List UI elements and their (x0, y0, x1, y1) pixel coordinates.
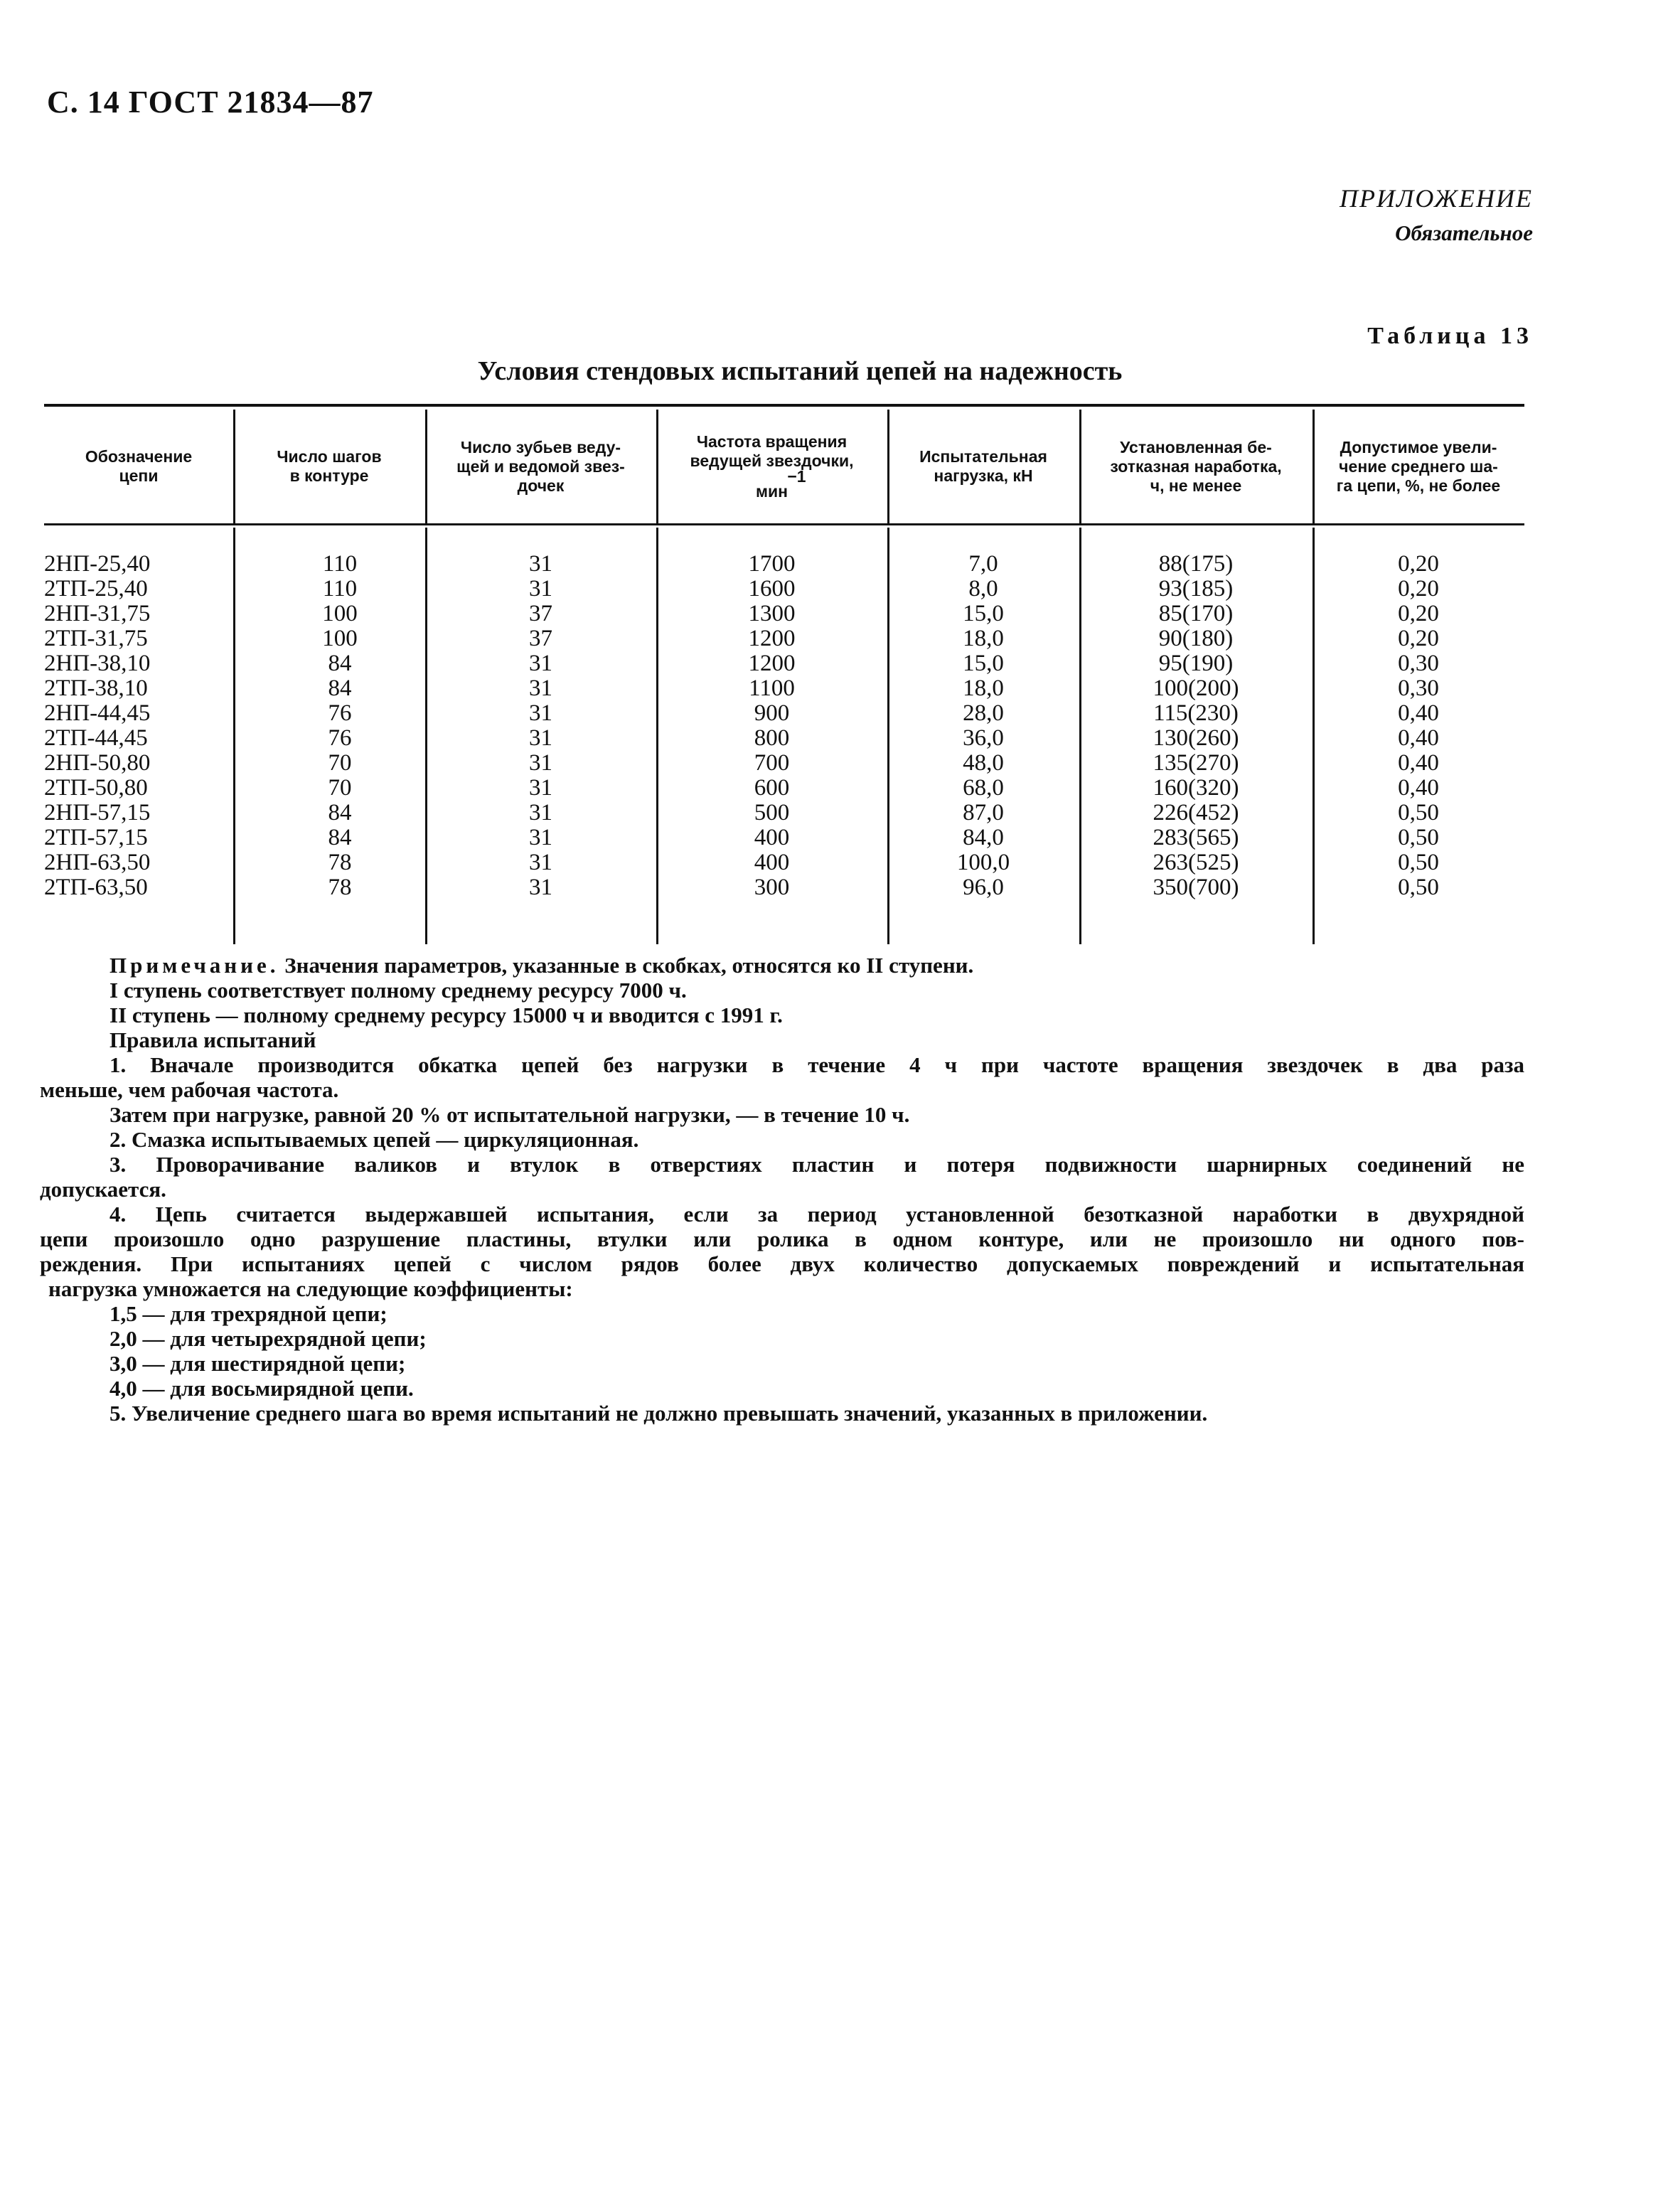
table-cell: 96,0 (963, 875, 1004, 900)
header-failure-free-operation: Установленная бе- зотказная наработка, ч, не менее (1110, 437, 1282, 495)
table-cell: 95(190) (1158, 651, 1234, 676)
table-cell: 87,0 (963, 800, 1004, 826)
coefficient-4: 4,0 — для восьмирядной цепи. (109, 1376, 414, 1401)
header-pitch-increase: Допустимое увели- чение среднего ша- га цепи, %, не более (1336, 437, 1501, 495)
table-cell: 226(452) (1153, 800, 1239, 826)
table-cell: 70 (328, 750, 352, 776)
table-cell: 84 (328, 675, 352, 701)
table-cell: 31 (529, 700, 552, 726)
table-cell: 31 (529, 551, 552, 577)
table-cell: 115(230) (1153, 700, 1239, 726)
column-steps-in-loop (255, 552, 425, 900)
table-cell: 0,40 (1398, 775, 1439, 801)
table-cell: 1200 (748, 626, 796, 651)
rule-1-line-1: 1. Вначале производится обкатка цепей без нагрузки в течение 4 ч при частоте вращения звездочек в два раза (109, 1052, 1524, 1077)
column-failure-free-operation (1079, 552, 1313, 900)
table-cell: 31 (529, 875, 552, 900)
table-cell: 2ТП-57,15 (44, 825, 148, 850)
table-cell: 2ТП-25,40 (44, 576, 148, 602)
table-cell: 400 (754, 825, 790, 850)
rule-4-line-4: нагрузка умножается на следующие коэффициенты: (48, 1276, 573, 1301)
table-cell: 700 (754, 750, 790, 776)
table-cell: 135(270) (1153, 750, 1239, 776)
table-cell: 78 (328, 850, 352, 875)
table-cell: 100 (322, 601, 358, 626)
table-cell: 2НП-38,10 (44, 651, 151, 676)
rule-4-line-2: цепи произошло одно разрушение пластины, втулки или ролика в одном контуре, или не произошло ни одного пов- (40, 1227, 1524, 1251)
table-cell: 84,0 (963, 825, 1004, 850)
header-steps-in-loop: Число шагов в контуре (277, 447, 382, 485)
column-pitch-increase (1313, 552, 1524, 900)
table-cell: 18,0 (963, 675, 1004, 701)
table-cell: 0,30 (1398, 651, 1439, 676)
table-cell: 110 (322, 551, 358, 577)
table-cell: 90(180) (1158, 626, 1234, 651)
table-cell: 350(700) (1153, 875, 1239, 900)
table-cell: 85(170) (1158, 601, 1234, 626)
table-cell: 0,40 (1398, 700, 1439, 726)
table-cell: 100(200) (1153, 675, 1239, 701)
table-cell: 31 (529, 825, 552, 850)
table-cell: 0,50 (1398, 800, 1439, 826)
table-cell: 7,0 (968, 551, 998, 577)
table-cell: 2ТП-31,75 (44, 626, 148, 651)
table-cell: 76 (328, 725, 352, 751)
table-cell: 8,0 (968, 576, 998, 602)
table-cell: 31 (529, 775, 552, 801)
table-cell: 2НП-50,80 (44, 750, 151, 776)
table-cell: 2ТП-44,45 (44, 725, 148, 751)
rule-3-line-2: допускается. (40, 1177, 166, 1202)
table-cell: 0,20 (1398, 551, 1439, 577)
table-cell: 84 (328, 800, 352, 826)
table-cell: 84 (328, 651, 352, 676)
body-divider (233, 528, 235, 944)
table-cell: 31 (529, 750, 552, 776)
table-header-rule (44, 523, 1524, 525)
table-cell: 400 (754, 850, 790, 875)
table-cell: 600 (754, 775, 790, 801)
table-cell: 93(185) (1158, 576, 1234, 602)
table-top-rule (44, 404, 1524, 407)
table-cell: 0,20 (1398, 601, 1439, 626)
table-title: Условия стендовых испытаний цепей на надежность (477, 356, 1123, 386)
table-cell: 31 (529, 850, 552, 875)
table-cell: 36,0 (963, 725, 1004, 751)
table-cell: 2ТП-63,50 (44, 875, 148, 900)
table-cell: 18,0 (963, 626, 1004, 651)
table-cell: 28,0 (963, 700, 1004, 726)
table-cell: 0,50 (1398, 850, 1439, 875)
table-cell: 2ТП-50,80 (44, 775, 148, 801)
table-cell: 31 (529, 675, 552, 701)
column-rotation-frequency (656, 552, 887, 900)
table-cell: 31 (529, 800, 552, 826)
table-number: Таблица 13 (1367, 323, 1533, 349)
table-cell: 1600 (748, 576, 796, 602)
header-sprocket-teeth: Число зубьев веду- щей и ведомой звез- дочек (456, 437, 625, 495)
table-cell: 0,30 (1398, 675, 1439, 701)
table-cell: 48,0 (963, 750, 1004, 776)
table-cell: 800 (754, 725, 790, 751)
table-cell: 88(175) (1158, 551, 1234, 577)
table-cell: 100,0 (956, 850, 1010, 875)
coefficient-1: 1,5 — для трехрядной цепи; (109, 1301, 387, 1326)
table-cell: 31 (529, 576, 552, 602)
note-label: Примечание. (109, 953, 279, 978)
table-cell: 130(260) (1153, 725, 1239, 751)
table-cell: 37 (529, 601, 552, 626)
table-cell: 70 (328, 775, 352, 801)
table-cell: 31 (529, 725, 552, 751)
rule-5: 5. Увеличение среднего шага во время испытаний не должно превышать значений, указанных в приложении. (109, 1401, 1208, 1426)
table-cell: 2НП-25,40 (44, 551, 151, 577)
rules-title: Правила испытаний (109, 1027, 316, 1052)
column-test-load (887, 552, 1079, 900)
rule-4-line-3: реждения. При испытаниях цепей с числом рядов более двух количество допускаемых повреждений и испытательная (40, 1251, 1524, 1276)
header-rotation-frequency: Частота вращения ведущей звездочки, −1 мин (690, 432, 854, 501)
table-cell: 15,0 (963, 601, 1004, 626)
table-cell: 0,20 (1398, 626, 1439, 651)
table-cell: 263(525) (1153, 850, 1239, 875)
column-chain-designation (44, 552, 229, 900)
rule-2: 2. Смазка испытываемых цепей — циркуляционная. (109, 1127, 639, 1152)
page-header: С. 14 ГОСТ 21834—87 (47, 85, 374, 119)
table-cell: 37 (529, 626, 552, 651)
rule-1-line-2: меньше, чем рабочая частота. (40, 1077, 339, 1102)
stage1-text: I ступень соответствует полному среднему ресурсу 7000 ч. (109, 978, 687, 1003)
table-cell: 283(565) (1153, 825, 1239, 850)
table-cell: 78 (328, 875, 352, 900)
table-cell: 0,50 (1398, 875, 1439, 900)
table-cell: 2НП-63,50 (44, 850, 151, 875)
appendix-title: ПРИЛОЖЕНИЕ (1340, 184, 1533, 213)
table-cell: 15,0 (963, 651, 1004, 676)
header-chain-designation: Обозначение цепи (85, 447, 193, 485)
table-cell: 2НП-57,15 (44, 800, 151, 826)
rule-3-line-1: 3. Проворачивание валиков и втулок в отверстиях пластин и потеря подвижности шарнирных соединений не (109, 1152, 1524, 1177)
table-cell: 31 (529, 651, 552, 676)
table-cell: 1100 (749, 675, 795, 701)
table-cell: 160(320) (1153, 775, 1239, 801)
table-cell: 0,40 (1398, 725, 1439, 751)
rule-4-line-1: 4. Цепь считается выдержавшей испытания, если за период установленной безотказной наработки в двухрядной (109, 1202, 1524, 1227)
table-cell: 2НП-31,75 (44, 601, 151, 626)
appendix-subtitle: Обязательное (1395, 220, 1533, 245)
appendix-label (1340, 183, 1533, 246)
table-cell: 68,0 (963, 775, 1004, 801)
column-sprocket-teeth (425, 552, 656, 900)
stage2-text: II ступень — полному среднему ресурсу 15000 ч и вводится с 1991 г. (109, 1003, 783, 1027)
table-cell: 0,40 (1398, 750, 1439, 776)
notes-section (40, 953, 1524, 1426)
table-cell: 1700 (748, 551, 796, 577)
table-cell: 1200 (748, 651, 796, 676)
table-cell: 100 (322, 626, 358, 651)
note-line (40, 953, 1524, 978)
table-cell: 1300 (748, 601, 796, 626)
rule-1-line-3: Затем при нагрузке, равной 20 % от испытательной нагрузки, — в течение 10 ч. (109, 1102, 910, 1127)
table-cell: 300 (754, 875, 790, 900)
table-cell: 2НП-44,45 (44, 700, 151, 726)
table-cell: 110 (322, 576, 358, 602)
table-cell: 0,50 (1398, 825, 1439, 850)
table-cell: 500 (754, 800, 790, 826)
table-cell: 900 (754, 700, 790, 726)
coefficient-3: 3,0 — для шестирядной цепи; (109, 1351, 406, 1376)
table-cell: 2ТП-38,10 (44, 675, 148, 701)
table-cell: 0,20 (1398, 576, 1439, 602)
header-test-load: Испытательная нагрузка, кН (919, 447, 1047, 485)
note-text: Значения параметров, указанные в скобках, относятся ко II ступени. (279, 953, 974, 978)
coefficient-2: 2,0 — для четырехрядной цепи; (109, 1326, 427, 1351)
reliability-test-table (44, 404, 1524, 944)
table-cell: 84 (328, 825, 352, 850)
table-cell: 76 (328, 700, 352, 726)
